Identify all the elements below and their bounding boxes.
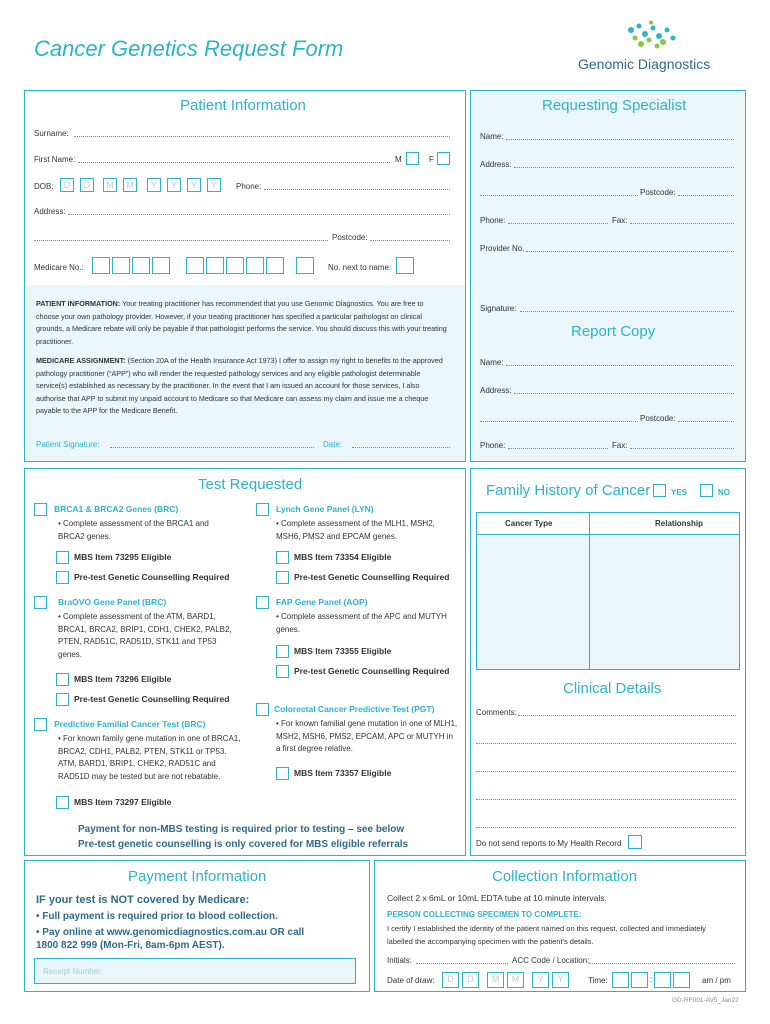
test-requested-heading: Test Requested — [198, 476, 303, 493]
address-line-2[interactable] — [34, 240, 328, 241]
report-phone-label: Phone: — [480, 441, 506, 450]
braovo-pretest-checkbox[interactable] — [56, 693, 69, 706]
draw-box-d1[interactable]: D — [442, 972, 459, 988]
brca-mbs-label: MBS Item 73295 Eligible — [74, 552, 172, 562]
no-my-health-record-checkbox[interactable] — [628, 835, 642, 849]
pgt-mbs-label: MBS Item 73357 Eligible — [294, 768, 392, 778]
fap-desc: • Complete assessment of the APC and MUTYH genes. — [276, 612, 447, 634]
braovo-pretest-label: Pre-test Genetic Counselling Required — [74, 694, 230, 704]
payment-bullet-2: • Pay online at www.genomicdiagnostics.com.au OR call 1800 822 999 (Mon-Fri, 8am-6pm AEST). — [36, 927, 305, 951]
payment-note-2: Pre-test genetic counselling is only covered for MBS eligible referrals — [78, 839, 409, 850]
dob-box-m2[interactable]: M — [123, 178, 137, 192]
specialist-fax-label: Fax: — [612, 216, 628, 225]
fap-title: FAP Gene Panel (AOP) — [276, 597, 368, 607]
report-fax-field[interactable] — [630, 448, 734, 449]
specialist-fax-field[interactable] — [630, 223, 734, 224]
dob-box-y1[interactable]: Y — [147, 178, 161, 192]
dob-box-d2[interactable]: D — [80, 178, 94, 192]
patient-info-heading: Patient Information — [180, 97, 306, 114]
specialist-signature-label: Signature: — [480, 304, 517, 313]
date-of-draw-label: Date of draw: — [387, 976, 435, 985]
lynch-pretest-checkbox[interactable] — [276, 571, 289, 584]
patient-date-label: Date: — [323, 440, 343, 449]
address-label: Address: — [34, 207, 66, 216]
report-name-field[interactable] — [506, 365, 734, 366]
draw-box-y1[interactable]: Y — [532, 972, 549, 988]
brca-desc: • Complete assessment of the BRCA1 and BRCA2 genes. — [58, 519, 209, 541]
genomic-diagnostics-logo — [578, 20, 733, 75]
lynch-mbs-label: MBS Item 73354 Eligible — [294, 552, 392, 562]
pfc-title: Predictive Familial Cancer Test (BRC) — [54, 719, 206, 729]
comments-line-5[interactable] — [476, 827, 736, 828]
male-label: M — [395, 155, 402, 164]
lynch-pretest-label: Pre-test Genetic Counselling Required — [294, 572, 450, 582]
specialist-address-line-2[interactable] — [480, 195, 638, 196]
first-name-field[interactable] — [78, 162, 390, 163]
acc-code-label: ACC Code / Location: — [512, 956, 590, 965]
draw-box-m1[interactable]: M — [487, 972, 504, 988]
dob-box-y2[interactable]: Y — [167, 178, 181, 192]
lynch-title: Lynch Gene Panel (LYN) — [276, 504, 374, 514]
provider-no-label: Provider No. — [480, 244, 525, 253]
pfc-mbs-checkbox[interactable] — [56, 796, 69, 809]
patient-information-text: PATIENT INFORMATION: Your treating practitioner has recommended that you use Genomic Diagnostics. You are free to choose your own pathology provider. However, if your treating practitioner has specified a particular pathologist on clinical grounds, a Medicare rebate will only be payable if that pathologist performs the service. You should discuss this with your treating practitioner. — [36, 299, 447, 346]
initials-label: Initials: — [387, 956, 412, 965]
male-checkbox[interactable] — [406, 152, 419, 165]
first-name-label: First Name: — [34, 155, 76, 164]
dob-box-y4[interactable]: Y — [207, 178, 221, 192]
receipt-number-label: Receipt Number: — [43, 967, 104, 976]
specialist-phone-label: Phone: — [480, 216, 506, 225]
family-yes-checkbox[interactable] — [653, 484, 666, 497]
no-next-to-name-label: No. next to name: — [328, 263, 392, 272]
pgt-mbs-checkbox[interactable] — [276, 767, 289, 780]
brca-mbs-checkbox[interactable] — [56, 551, 69, 564]
specialist-address-field[interactable] — [514, 167, 734, 168]
specialist-signature-field[interactable] — [520, 311, 734, 312]
report-fax-label: Fax: — [612, 441, 628, 450]
report-phone-field[interactable] — [508, 448, 608, 449]
pgt-checkbox[interactable] — [256, 703, 269, 716]
address-field[interactable] — [68, 214, 450, 215]
specialist-name-label: Name: — [480, 132, 504, 141]
postcode-label: Postcode: — [332, 233, 368, 242]
brca-title: BRCA1 & BRCA2 Genes (BRC) — [54, 504, 179, 514]
receipt-number-field[interactable] — [34, 958, 356, 984]
pfc-checkbox[interactable] — [34, 718, 47, 731]
specialist-postcode-field[interactable] — [678, 195, 734, 196]
phone-field[interactable] — [264, 189, 450, 190]
logo-text: Genomic Diagnostics — [578, 56, 711, 72]
collection-sub: PERSON COLLECTING SPECIMEN TO COMPLETE: — [387, 910, 582, 919]
initials-field[interactable] — [416, 963, 508, 964]
report-postcode-field[interactable] — [678, 421, 734, 422]
brca-checkbox[interactable] — [34, 503, 47, 516]
specialist-postcode-label: Postcode: — [640, 188, 676, 197]
pgt-desc: • For known familial gene mutation in one of MLH1, MSH2, MSH6, PMS2, EPCAM, APC or MUTYH in a first degree relative. — [276, 719, 458, 753]
requesting-specialist-heading: Requesting Specialist — [542, 97, 687, 114]
lynch-desc: • Complete assessment of the MLH1, MSH2, MSH6, PMS2 and EPCAM genes. — [276, 519, 435, 541]
pfc-desc: • For known family gene mutation in one of BRCA1, BRCA2, CDH1, PALB2, PTEN, STK11 or TP53. ATM, BARD1, BRIP1, CHEK2, RAD51C and RAD51D may be tested but are not rebatable. — [58, 734, 241, 781]
braovo-desc: • Complete assessment of the ATM, BARD1, BRCA1, BRCA2, BRIP1, CDH1, CHEK2, PALB2, PTEN, RAD51C, RAD51D, STK11 and TP53 genes. — [58, 612, 232, 659]
patient-date-field[interactable] — [352, 447, 450, 448]
acc-code-field[interactable] — [589, 963, 735, 964]
dob-box-d1[interactable]: D — [60, 178, 74, 192]
dna-logo-icon — [623, 20, 683, 52]
surname-field[interactable] — [74, 136, 450, 137]
relationship-header: Relationship — [655, 519, 704, 528]
am-pm-label: am / pm — [702, 976, 731, 985]
no-next-to-name-box[interactable] — [396, 257, 414, 274]
female-label: F — [429, 155, 434, 164]
fap-checkbox[interactable] — [256, 596, 269, 609]
comments-field[interactable] — [518, 715, 736, 716]
collection-certify: I certify I established the identity of the patient named on this request, collected and immediately labelled the accompanying specimen with the patient's details. — [387, 924, 706, 946]
medicare-assignment-text: MEDICARE ASSIGNMENT: (Section 20A of the Health Insurance Act 1973) I offer to assign my right to benefits to the approved pathology practitioner (“APP”) who will render the requested pathology services and any eligible pathologist determinable service(s) established as necessary by the practitioner. In the event that I am issued an account for those services, I also authorise that APP to submit my unpaid account to Medicare so that Medicare can assess my claim and issue me a cheque payable to the APP for the Medicare Benefit. — [36, 356, 443, 415]
comments-label: Comments: — [476, 708, 517, 717]
comments-line-4[interactable] — [476, 799, 736, 800]
family-yes-label: YES — [671, 488, 688, 497]
report-copy-heading: Report Copy — [571, 323, 656, 340]
time-boxes[interactable]: : — [612, 972, 688, 988]
report-postcode-label: Postcode: — [640, 414, 676, 423]
payment-bullet-1: • Full payment is required prior to blood collection. — [36, 911, 278, 922]
patient-signature-label: Patient Signature: — [36, 440, 100, 449]
form-code: GD-RF001-AV5_Jan22 — [672, 997, 739, 1004]
brca-pretest-label: Pre-test Genetic Counselling Required — [74, 572, 230, 582]
form-title: Cancer Genetics Request Form — [34, 36, 344, 61]
family-no-label: NO — [718, 488, 730, 497]
family-history-table[interactable] — [476, 512, 740, 670]
payment-heading: Payment Information — [128, 868, 267, 885]
dob-box-y3[interactable]: Y — [187, 178, 201, 192]
fap-mbs-label: MBS Item 73355 Eligible — [294, 646, 392, 656]
collection-intro: Collect 2 x 6mL or 10mL EDTA tube at 10 minute intervals. — [387, 893, 607, 903]
lynch-mbs-checkbox[interactable] — [276, 551, 289, 564]
family-no-checkbox[interactable] — [700, 484, 713, 497]
specialist-phone-field[interactable] — [508, 223, 608, 224]
report-name-label: Name: — [480, 358, 504, 367]
braovo-checkbox[interactable] — [34, 596, 47, 609]
comments-line-2[interactable] — [476, 743, 736, 744]
pgt-title: Colorectal Cancer Predictive Test (PGT) — [274, 704, 435, 714]
phone-label: Phone: — [236, 182, 262, 191]
no-my-health-record-label: Do not send reports to My Health Record — [476, 839, 622, 848]
brca-pretest-checkbox[interactable] — [56, 571, 69, 584]
fap-pretest-label: Pre-test Genetic Counselling Required — [294, 666, 450, 676]
draw-box-d2[interactable]: D — [462, 972, 479, 988]
braovo-mbs-label: MBS Item 73296 Eligible — [74, 674, 172, 684]
draw-box-m2[interactable]: M — [507, 972, 524, 988]
lynch-checkbox[interactable] — [256, 503, 269, 516]
fap-pretest-checkbox[interactable] — [276, 665, 289, 678]
comments-line-3[interactable] — [476, 771, 736, 772]
postcode-field[interactable] — [370, 240, 450, 241]
dob-box-m1[interactable]: M — [103, 178, 117, 192]
report-address-field[interactable] — [514, 393, 734, 394]
payment-note-1: Payment for non-MBS testing is required prior to testing – see below — [78, 824, 405, 835]
specialist-name-field[interactable] — [506, 139, 734, 140]
patient-signature-field[interactable] — [110, 447, 314, 448]
collection-heading: Collection Information — [492, 868, 638, 885]
clinical-details-heading: Clinical Details — [563, 680, 662, 697]
medicare-number-boxes[interactable] — [92, 256, 312, 274]
report-address-label: Address: — [480, 386, 512, 395]
report-address-line-2[interactable] — [480, 421, 638, 422]
medicare-label: Medicare No.: — [34, 263, 84, 272]
braovo-title: BraOVO Gene Panel (BRC) — [58, 597, 167, 607]
draw-box-y2[interactable]: Y — [552, 972, 569, 988]
cancer-type-header: Cancer Type — [505, 519, 553, 528]
dob-label: DOB: — [34, 182, 54, 191]
specialist-address-label: Address: — [480, 160, 512, 169]
female-checkbox[interactable] — [437, 152, 450, 165]
provider-no-field[interactable] — [526, 251, 734, 252]
braovo-mbs-checkbox[interactable] — [56, 673, 69, 686]
time-label: Time: — [588, 976, 608, 985]
surname-label: Surname: — [34, 129, 69, 138]
family-history-heading: Family History of Cancer — [486, 482, 651, 499]
payment-intro: IF your test is NOT covered by Medicare: — [36, 894, 250, 906]
fap-mbs-checkbox[interactable] — [276, 645, 289, 658]
pfc-mbs-label: MBS Item 73297 Eligible — [74, 797, 172, 807]
